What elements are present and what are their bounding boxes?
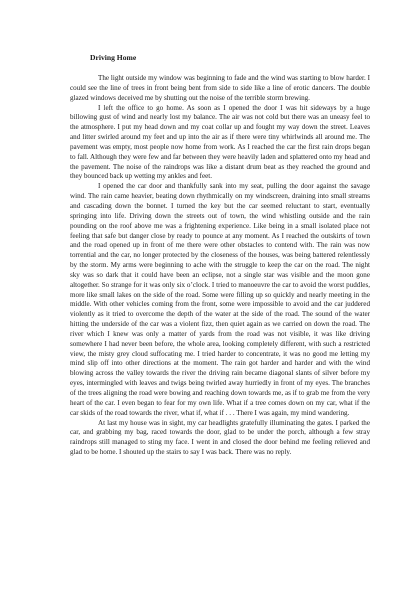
paragraph-1: The light outside my window was beginning to fade and the wind was starting to blow harder. I could see the line of trees in front being bent from side to side like a line of erotic dancers. The double glazed windows deceived me by shutting out the noise of the terrible storm brewing. bbox=[70, 74, 370, 102]
document-title: Driving Home bbox=[90, 53, 137, 62]
document-body bbox=[70, 74, 370, 458]
paragraph-4: At last my house was in sight, my car headlights gratefully illuminating the gates. I parked the car, and grabbing my bag, raced towards the door, glad to be under the porch, although a few stray raindrops still managed to sting my face. I went in and closed the door behind me feeling relieved and glad to be home. I shouted up the stairs to say I was back. There was no reply. bbox=[70, 418, 370, 457]
paragraph-3: I opened the car door and thankfully sank into my seat, pulling the door against the savage wind. The rain came heavier, beating down rhythmically on my windscreen, draining into small streams and cascading down the bonnet. I turned the key but the car seemed reluctant to start, eventually springing into life. Driving down the streets out of town, the wind whistling outside and the rain pounding on the roof above me was a frightening experience. Like being in a small isolated place not feeling that safe but danger close by ready to pounce at any moment. As I reached the outskirts of town and the road opened up in front of me there were other obstacles to contend with. The rain was now torrential and the car, no longer protected by the closeness of the houses, was being battered relentlessly by the storm. My arms were beginning to ache with the struggle to keep the car on the road. The night sky was so dark that it could have been an eclipse, not a single star was visible and the moon gone altogether. So strange for it was only six o’clock. I tried to manoeuvre the car to avoid the worst puddles, more like small lakes on the side of the road. Some were filling up so quickly and nearly meeting in the middle. With other vehicles coming from the front, some were impossible to avoid and the car juddered violently as it tried to overcome the depth of the water at the side of the road. The sound of the water hitting the underside of the car was a violent fizz, then quiet again as we carried on down the road. The river which I knew was only a matter of yards from the road was not visible, it was like driving somewhere I had never been before, the whole area, looking completely different, with such a restricted view, the misty grey cloud suffocating me. I tried harder to concentrate, it was no good me letting my mind slip off into other directions at the moment. The rain got harder and harder and with the wind blowing across the valley towards the river the driving rain became diagonal slants of silver before my eyes, intermingled with leaves and twigs being twirled away hurriedly in front of my eyes. The branches of the trees aligning the road were bowing and reaching down towards me, as if to grab me from the very heart of the car. I even began to fear for my own life. What if a tree comes down on my car, what if the car skids of the road towards the river, what if, what if . . . There I was again, my mind wandering. bbox=[70, 182, 370, 417]
paragraph-2: I left the office to go home. As soon as I opened the door I was hit sideways by a huge billowing gust of wind and nearly lost my balance. The air was not cold but there was an uneasy feel to the atmosphere. I put my head down and my coat collar up and fought my way down the street. Leaves and litter swirled around my feet and up into the air as if there were tiny whirlwinds all around me. The pavement was empty, most people now home from work. As I reached the car the first rain drops began to fall. Although they were few and far between they were heavily laden and splattered onto my head and the pavement. The noise of the raindrops was like a distant drum beat as they reached the ground and they bounced back up wetting my ankles and feet. bbox=[70, 103, 370, 181]
